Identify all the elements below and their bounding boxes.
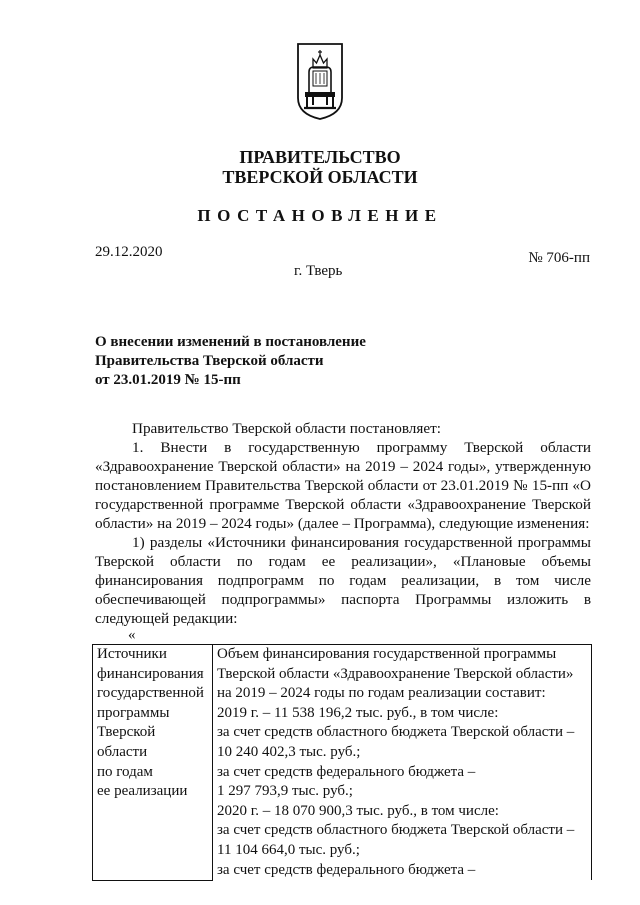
table-cell-line: за счет средств федерального бюджета –: [217, 763, 476, 780]
financing-sources-cell: [93, 645, 213, 881]
table-cell-line: Тверской: [97, 724, 156, 741]
table-cell-line: области: [97, 743, 148, 760]
amendment-paragraph-1-1: 1) разделы «Источники финансирования государственной программы Тверской области по годам ее реализации», «Плановые объемы финансирования подпрограмм по годам реализации, в том числе обеспечивающей подпрограммы» паспорта Программы изложить в следующей редакции:: [95, 534, 591, 627]
opening-quote: «: [128, 627, 136, 643]
table-cell-line: 2020 г. – 18 070 900,3 тыс. руб., в том числе:: [217, 802, 499, 819]
decree-body: [95, 419, 591, 628]
table-cell-line: за счет средств областного бюджета Тверской области –: [217, 822, 575, 839]
decree-subject: [95, 333, 495, 390]
table-cell-line: 2019 г. – 11 538 196,2 тыс. руб., в том числе:: [217, 704, 499, 721]
decree-number: № 706-пп: [528, 250, 590, 266]
amendment-paragraph-1: 1. Внести в государственную программу Тверской области «Здравоохранение Тверской области» на 2019 – 2024 годы», утвержденную постановлением Правительства Тверской области от 23.01.2019 № 15-пп «О государственной программе Тверской области «Здравоохранение Тверской области» на 2019 – 2024 годы» (далее – Программа), следующие изменения:: [95, 439, 591, 532]
table-cell-line: Тверской области «Здравоохранение Тверской области»: [217, 665, 574, 682]
table-cell-line: Источники: [97, 646, 167, 662]
table-cell-line: 1 297 793,9 тыс. руб.;: [217, 783, 353, 800]
decree-date: 29.12.2020: [95, 244, 163, 260]
table-row: [93, 645, 592, 881]
table-cell-line: ее реализации: [97, 783, 188, 800]
table-cell-line: 10 240 402,3 тыс. руб.;: [217, 743, 361, 760]
table-cell-line: за счет средств областного бюджета Тверской области –: [217, 724, 575, 741]
table-cell-line: государственной: [97, 685, 204, 702]
subject-line: О внесении изменений в постановление: [95, 334, 366, 350]
intro-paragraph: Правительство Тверской области постановляет:: [132, 420, 441, 437]
table-cell-line: 11 104 664,0 тыс. руб.;: [217, 841, 360, 858]
table-cell-line: финансирования: [97, 665, 204, 682]
coat-of-arms-emblem: [296, 42, 344, 120]
org-name-line2: ТВЕРСКОЙ ОБЛАСТИ: [222, 167, 418, 187]
decree-city: г. Тверь: [294, 263, 343, 279]
financing-table: [92, 644, 592, 881]
table-cell-line: по годам: [97, 763, 153, 780]
org-name-line1: ПРАВИТЕЛЬСТВО: [239, 147, 401, 167]
subject-line: Правительства Тверской области: [95, 353, 324, 369]
table-cell-line: на 2019 – 2024 годы по годам реализации составит:: [217, 685, 546, 702]
table-cell-line: Объем финансирования государственной программы: [217, 646, 557, 662]
subject-line: от 23.01.2019 № 15-пп: [95, 372, 241, 388]
table-cell-line: за счет средств федерального бюджета –: [217, 861, 476, 878]
financing-volume-cell: [213, 645, 592, 881]
document-type-title: ПОСТАНОВЛЕНИЕ: [197, 206, 443, 225]
table-cell-line: программы: [97, 704, 170, 721]
